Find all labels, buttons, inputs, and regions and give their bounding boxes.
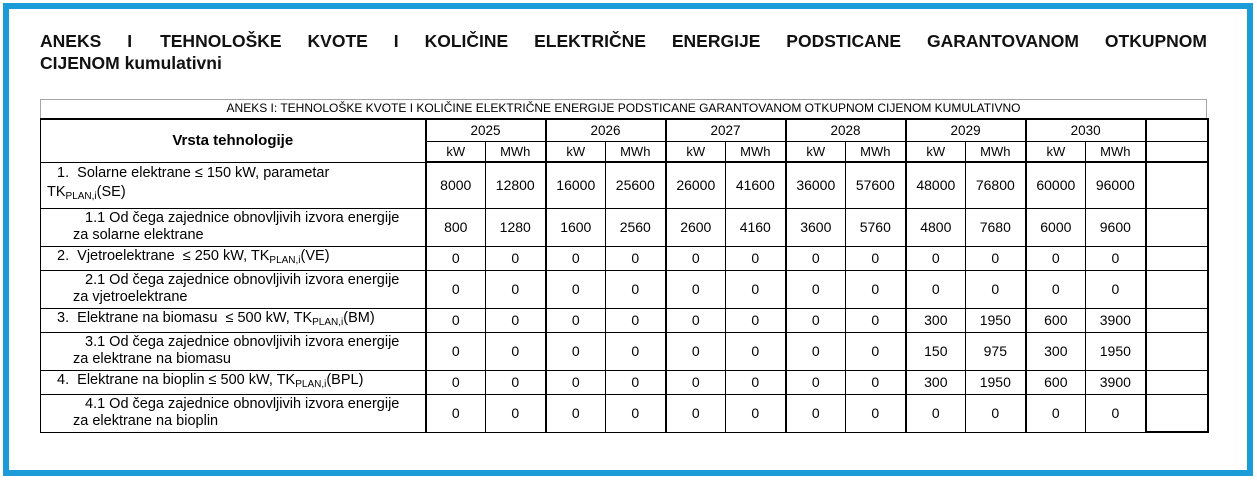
value-cell: 9600 (1086, 208, 1146, 246)
value-cell: 5760 (846, 208, 906, 246)
row-label-line (41, 289, 425, 306)
value-cell: 0 (666, 332, 726, 370)
value-cell: 7680 (966, 208, 1026, 246)
label-text: 3.1 Od čega zajednice obnovljivih izvora energije (85, 334, 400, 350)
value-cell: 0 (606, 308, 666, 332)
value-cell: 0 (1026, 270, 1086, 308)
value-cell: 3900 (1086, 308, 1146, 332)
value-cell: 0 (486, 308, 546, 332)
value-cell: 2600 (666, 208, 726, 246)
label-text: (SE) (96, 184, 126, 200)
label-text: 4. Elektrane na bioplin ≤ 500 kW, TK (57, 371, 296, 388)
value-cell: 0 (486, 332, 546, 370)
title-line2: CIJENOM kumulativni (40, 53, 222, 73)
row-label-line (41, 413, 425, 430)
value-cell: 0 (726, 270, 786, 308)
subscript-text: PLAN,i (65, 191, 97, 202)
ghost-cell (1146, 394, 1208, 432)
label-text: 1.1 Od čega zajednice obnovljivih izvora energije (85, 210, 400, 226)
subscript-text: PLAN,i (269, 254, 301, 266)
value-cell: 3600 (786, 208, 846, 246)
value-cell: 0 (486, 270, 546, 308)
unit-cell: MWh (486, 141, 546, 162)
value-cell: 0 (906, 246, 966, 270)
value-cell: 0 (906, 394, 966, 432)
value-cell: 0 (546, 370, 606, 394)
row-label (41, 394, 426, 432)
row-label (41, 270, 426, 308)
value-cell: 0 (1026, 394, 1086, 432)
value-cell: 4160 (726, 208, 786, 246)
table-row (41, 246, 1208, 270)
ghost-cell (1146, 246, 1208, 270)
value-cell: 0 (1086, 394, 1146, 432)
subscript-text: PLAN,i (295, 378, 327, 390)
year-cell: 2026 (546, 119, 666, 141)
value-cell: 36000 (786, 162, 846, 208)
label-text: za elektrane na biomasu (73, 351, 231, 367)
value-cell: 0 (426, 308, 486, 332)
value-cell: 0 (606, 394, 666, 432)
value-cell: 6000 (1026, 208, 1086, 246)
value-cell: 0 (546, 394, 606, 432)
value-cell: 0 (666, 308, 726, 332)
label-text: za solarne elektrane (73, 227, 204, 243)
value-cell: 0 (546, 308, 606, 332)
label-text: (BM) (343, 309, 375, 326)
value-cell: 41600 (726, 162, 786, 208)
value-cell: 0 (786, 246, 846, 270)
value-cell: 0 (726, 332, 786, 370)
value-cell: 0 (486, 246, 546, 270)
unit-cell: kW (786, 141, 846, 162)
ghost-cell (1146, 270, 1208, 308)
unit-cell: MWh (1086, 141, 1146, 162)
table-row (41, 162, 1208, 208)
label-text: 2.1 Od čega zajednice obnovljivih izvora energije (85, 272, 400, 288)
value-cell: 26000 (666, 162, 726, 208)
value-cell: 16000 (546, 162, 606, 208)
row-label-line (41, 334, 425, 351)
value-cell: 0 (726, 246, 786, 270)
value-cell: 60000 (1026, 162, 1086, 208)
value-cell: 0 (786, 370, 846, 394)
value-cell: 0 (546, 332, 606, 370)
value-cell: 0 (726, 370, 786, 394)
value-cell: 0 (426, 270, 486, 308)
title-line1 (40, 30, 1207, 52)
value-cell: 0 (966, 246, 1026, 270)
value-cell: 1280 (486, 208, 546, 246)
year-cell: 2027 (666, 119, 786, 141)
row-label-line (41, 247, 425, 270)
value-cell: 300 (1026, 332, 1086, 370)
value-cell: 975 (966, 332, 1026, 370)
value-cell: 0 (846, 246, 906, 270)
value-cell: 3900 (1086, 370, 1146, 394)
value-cell: 0 (546, 270, 606, 308)
value-cell: 0 (966, 270, 1026, 308)
document-title (40, 30, 1207, 74)
title-line1-text: TEHNOLOŠKE KVOTE I KOLIČINE ELEKTRIČNE ENERGIJE PODSTICANE GARANTOVANOM OTKUPNOM (160, 31, 1207, 51)
unit-cell: kW (1026, 141, 1086, 162)
value-cell: 1950 (966, 370, 1026, 394)
value-cell: 12800 (486, 162, 546, 208)
value-cell: 0 (786, 394, 846, 432)
value-cell: 0 (606, 246, 666, 270)
value-cell: 0 (606, 332, 666, 370)
unit-cell: MWh (966, 141, 1026, 162)
table-row (41, 308, 1208, 332)
row-label-line (41, 164, 425, 183)
label-text: 2. Vjetroelektrane ≤ 250 kW, TK (57, 247, 270, 264)
value-cell: 0 (846, 332, 906, 370)
value-cell: 96000 (1086, 162, 1146, 208)
value-cell: 0 (546, 246, 606, 270)
ghost-cell (1146, 141, 1208, 162)
value-cell: 0 (1086, 270, 1146, 308)
row-label-line (41, 371, 425, 394)
row-label-line (41, 351, 425, 368)
value-cell: 300 (906, 370, 966, 394)
value-cell: 0 (666, 270, 726, 308)
value-cell: 150 (906, 332, 966, 370)
unit-cell: MWh (846, 141, 906, 162)
value-cell: 0 (846, 394, 906, 432)
ghost-cell (1146, 370, 1208, 394)
table-row (41, 370, 1208, 394)
value-cell: 25600 (606, 162, 666, 208)
value-cell: 48000 (906, 162, 966, 208)
table-row (41, 208, 1208, 246)
title-annex-label: ANEKS I (40, 31, 133, 51)
value-cell: 0 (666, 394, 726, 432)
value-cell: 1950 (1086, 332, 1146, 370)
unit-cell: kW (546, 141, 606, 162)
subscript-text: PLAN,i (312, 316, 344, 328)
year-cell: 2029 (906, 119, 1026, 141)
value-cell: 1950 (966, 308, 1026, 332)
ghost-cell (1146, 308, 1208, 332)
row-label (41, 208, 426, 246)
row-label-line (41, 183, 425, 206)
year-cell: 2025 (426, 119, 546, 141)
value-cell: 0 (786, 308, 846, 332)
value-cell: 0 (486, 394, 546, 432)
value-cell: 0 (606, 270, 666, 308)
value-cell: 57600 (846, 162, 906, 208)
value-cell: 0 (1086, 246, 1146, 270)
value-cell: 0 (1026, 246, 1086, 270)
ghost-cell (1146, 208, 1208, 246)
value-cell: 0 (426, 370, 486, 394)
row-label (41, 370, 426, 394)
value-cell: 300 (906, 308, 966, 332)
row-label-line (41, 272, 425, 289)
value-cell: 0 (846, 270, 906, 308)
year-cell: 2028 (786, 119, 906, 141)
value-cell: 0 (666, 246, 726, 270)
value-cell: 0 (786, 270, 846, 308)
value-cell: 0 (846, 370, 906, 394)
unit-cell: kW (666, 141, 726, 162)
value-cell: 2560 (606, 208, 666, 246)
row-label-line (41, 396, 425, 413)
table-row (41, 270, 1208, 308)
table-caption: ANEKS I: TEHNOLOŠKE KVOTE I KOLIČINE ELEKTRIČNE ENERGIJE PODSTICANE GARANTOVANOM OTKUPNOM CIJENOM KUMULATIVNO (40, 99, 1207, 118)
value-cell: 0 (666, 370, 726, 394)
value-cell: 0 (786, 332, 846, 370)
value-cell: 600 (1026, 370, 1086, 394)
value-cell: 0 (726, 394, 786, 432)
table-row (41, 394, 1208, 432)
ghost-cell (1146, 119, 1208, 141)
label-text: 4.1 Od čega zajednice obnovljivih izvora energije (85, 396, 400, 412)
value-cell: 76800 (966, 162, 1026, 208)
row-label (41, 308, 426, 332)
label-text: 3. Elektrane na biomasu ≤ 500 kW, TK (57, 309, 313, 326)
row-label-line (41, 227, 425, 244)
label-text: za elektrane na bioplin (73, 413, 219, 429)
value-cell: 0 (426, 394, 486, 432)
value-cell: 0 (846, 308, 906, 332)
table-row (41, 332, 1208, 370)
unit-cell: kW (426, 141, 486, 162)
value-cell: 0 (486, 370, 546, 394)
row-label (41, 246, 426, 270)
header-years-row (41, 119, 1208, 141)
quota-table (40, 118, 1209, 433)
label-text: 1. Solarne elektrane ≤ 150 kW, parametar (57, 165, 330, 181)
value-cell: 0 (426, 332, 486, 370)
row-label (41, 332, 426, 370)
ghost-cell (1146, 162, 1208, 208)
unit-cell: MWh (606, 141, 666, 162)
label-text: TK (47, 184, 66, 200)
value-cell: 4800 (906, 208, 966, 246)
value-cell: 0 (966, 394, 1026, 432)
value-cell: 800 (426, 208, 486, 246)
value-cell: 1600 (546, 208, 606, 246)
label-text: za vjetroelektrane (73, 289, 188, 305)
year-cell: 2030 (1026, 119, 1146, 141)
ghost-cell (1146, 332, 1208, 370)
table-container (40, 99, 1207, 433)
label-text: (VE) (300, 247, 330, 264)
row-label-line (41, 309, 425, 332)
value-cell: 0 (426, 246, 486, 270)
unit-cell: kW (906, 141, 966, 162)
unit-cell: MWh (726, 141, 786, 162)
value-cell: 600 (1026, 308, 1086, 332)
value-cell: 8000 (426, 162, 486, 208)
row-label-line (41, 210, 425, 227)
value-cell: 0 (726, 308, 786, 332)
label-text: (BPL) (326, 371, 364, 388)
row-label (41, 162, 426, 208)
value-cell: 0 (906, 270, 966, 308)
col-header-vrsta-tehnologije: Vrsta tehnologije (41, 119, 426, 162)
value-cell: 0 (606, 370, 666, 394)
